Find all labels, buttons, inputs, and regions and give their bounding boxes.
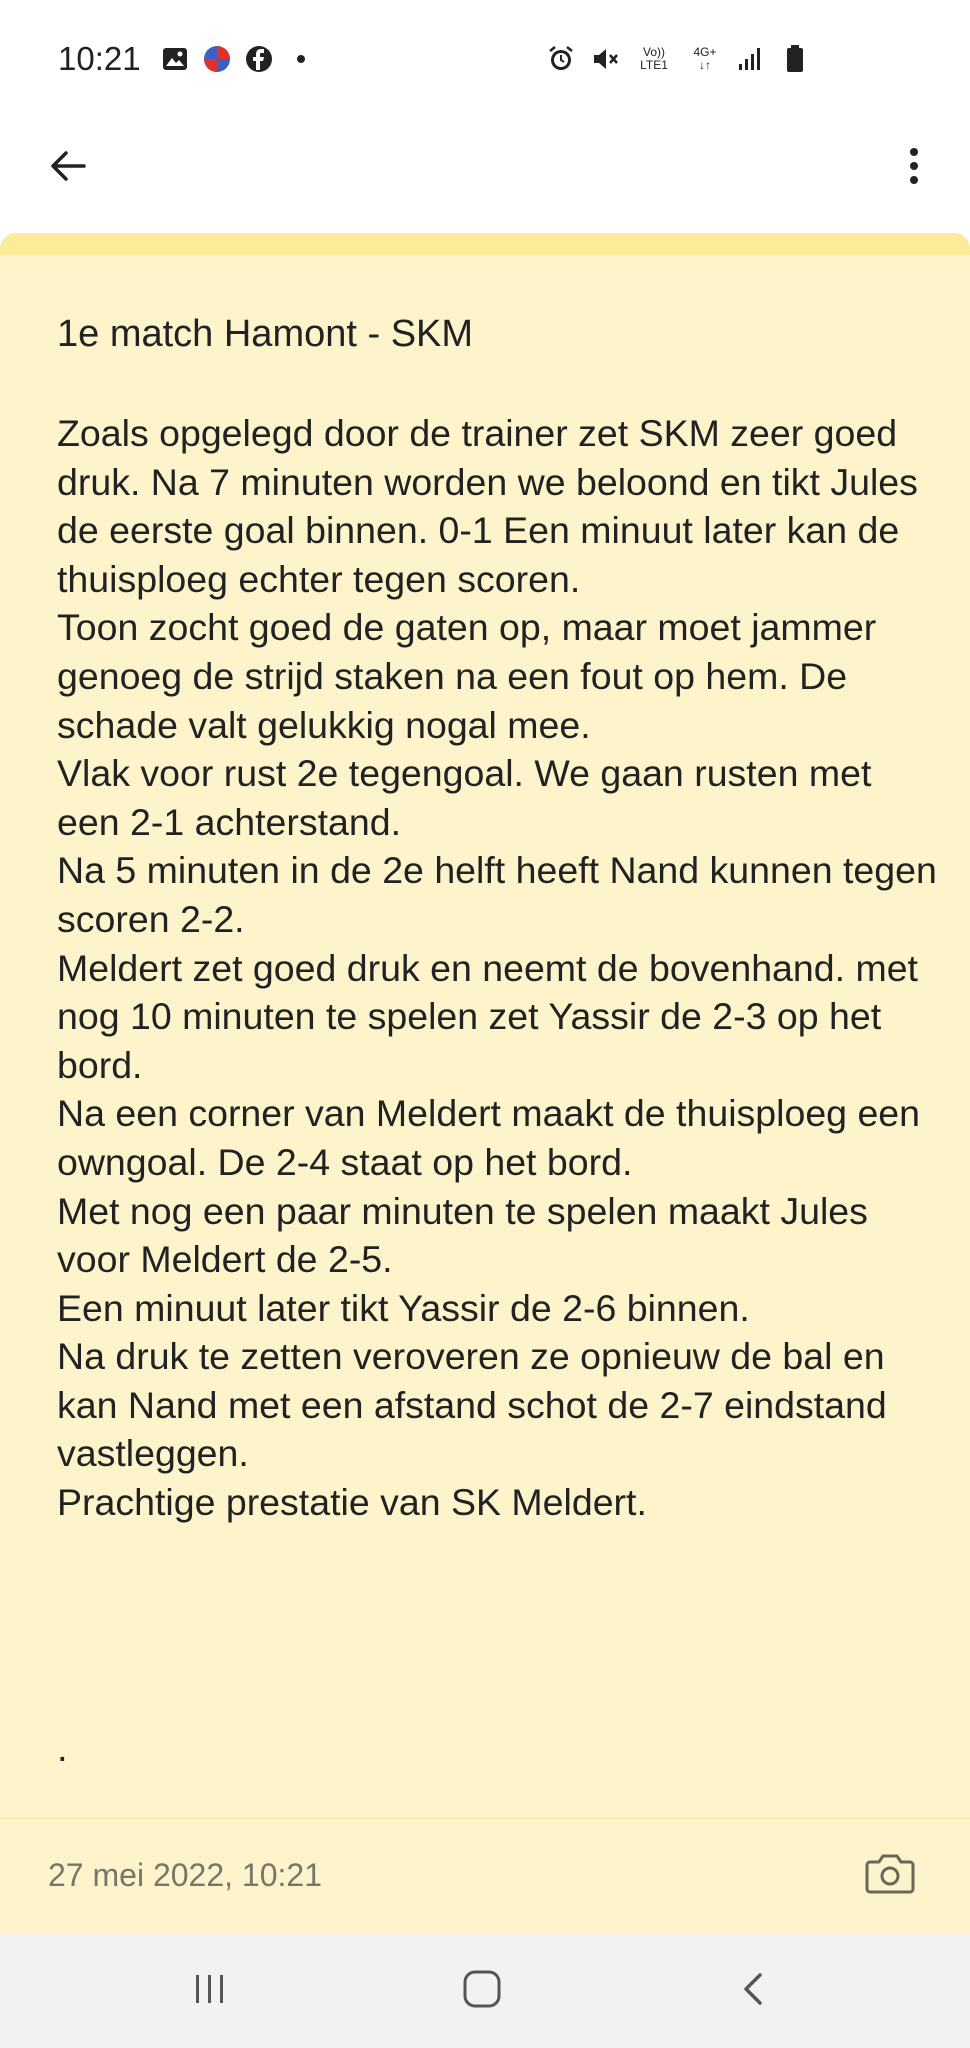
camera-button[interactable] — [860, 1845, 920, 1905]
note-color-bar — [0, 233, 970, 255]
more-options-button[interactable] — [886, 140, 942, 196]
network-label: 4G+ — [693, 45, 717, 59]
note-card — [0, 233, 970, 1933]
note-line: Zoals opgelegd door de trainer zet SKM zeer goed druk. Na 7 minuten worden we beloond en tikt Jules de eerste goal binnen. 0-1 Een minuut later kan de thuisploeg echter tegen scoren. — [57, 412, 918, 600]
browser-icon — [202, 44, 232, 74]
app-bar — [0, 120, 970, 232]
note-line: Toon zocht goed de gaten op, maar moet jammer genoeg de strijd staken na een fout op hem. De schade valt gelukkig nogal mee. — [57, 606, 877, 746]
dot-icon — [286, 44, 316, 74]
arrow-back-icon — [48, 146, 88, 191]
note-line: Na druk te zetten veroveren ze opnieuw de bal en kan Nand met een afstand schot de 2-7 eindstand vastleggen. — [57, 1335, 887, 1475]
volte-label-bottom: LTE1 — [640, 58, 668, 72]
battery-icon — [780, 44, 810, 74]
status-bar — [0, 0, 970, 120]
nav-back-button[interactable] — [724, 1961, 784, 2021]
note-body[interactable] — [57, 409, 937, 1527]
home-icon — [460, 1967, 504, 2016]
status-icons-left — [160, 44, 316, 74]
mute-icon — [590, 44, 620, 74]
note-line: Na een corner van Meldert maakt de thuisploeg een owngoal. De 2-4 staat op het bord. — [57, 1092, 921, 1183]
status-icons-right — [546, 44, 810, 74]
note-footer — [0, 1818, 970, 1931]
alarm-icon — [546, 44, 576, 74]
back-icon — [734, 1969, 774, 2014]
data-arrows: ↓↑ — [699, 58, 711, 72]
home-button[interactable] — [452, 1961, 512, 2021]
note-trailing-text: . — [57, 1728, 68, 1770]
note-line: Met nog een paar minuten te spelen maakt Jules voor Meldert de 2-5. — [57, 1189, 868, 1281]
signal-icon — [736, 44, 766, 74]
note-line: Vlak voor rust 2e tegengoal. We gaan rusten met een 2-1 achterstand. — [57, 752, 872, 843]
note-timestamp: 27 mei 2022, 10:21 — [48, 1857, 322, 1893]
image-icon — [160, 44, 190, 74]
note-line: Meldert zet goed druk en neemt de bovenhand. met nog 10 minuten te spelen zet Yassir de 2-3 op het bord. — [57, 946, 918, 1086]
recents-button[interactable] — [180, 1961, 240, 2021]
note-line: Een minuut later tikt Yassir de 2-6 binnen. — [57, 1286, 750, 1329]
facebook-icon — [244, 44, 274, 74]
note-title[interactable]: 1e match Hamont - SKM — [57, 313, 474, 355]
volte-icon — [634, 44, 674, 74]
camera-icon — [864, 1850, 916, 1901]
recents-icon — [190, 1969, 230, 2014]
note-line: Na 5 minuten in de 2e helft heeft Nand kunnen tegen scoren 2-2. — [57, 849, 937, 940]
status-time: 10:21 — [58, 40, 141, 77]
4g-icon — [688, 44, 722, 74]
back-button[interactable] — [40, 140, 96, 196]
volte-label-top: Vo)) — [642, 45, 665, 59]
system-nav-bar — [0, 1933, 970, 2048]
note-line: Prachtige prestatie van SK Meldert. — [57, 1481, 647, 1524]
more-vert-icon — [908, 146, 920, 191]
